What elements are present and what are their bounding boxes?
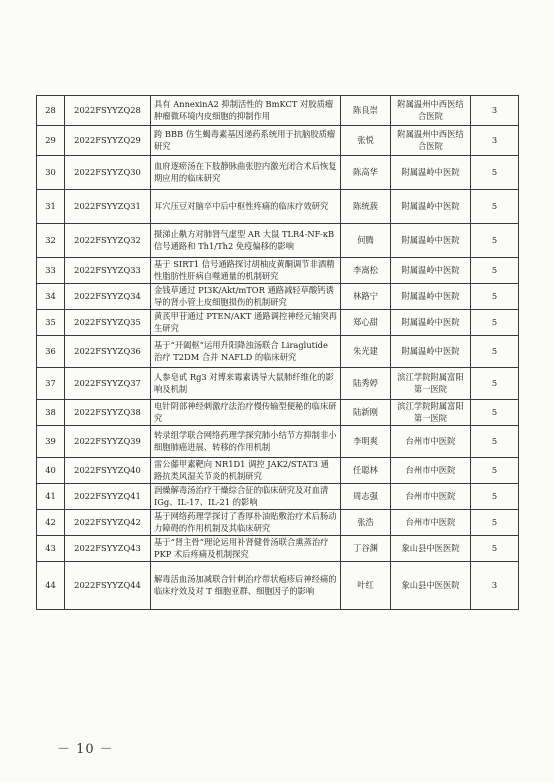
row-number: 32 (37, 224, 65, 258)
project-title: 金钱草通过 PI3K/Akt/mTOR 通路减轻草酸钙诱导的肾小管上皮细胞损伤的机制研究 (151, 284, 341, 310)
table-row (37, 126, 519, 156)
funding-amount: 5 (471, 284, 519, 310)
table-row (37, 484, 519, 510)
funding-amount: 5 (471, 224, 519, 258)
project-title: 基于“肾主骨”理论运用补肾健骨汤联合熏蒸治疗 PKP 术后疼痛及机制探究 (151, 536, 341, 562)
funding-amount: 5 (471, 510, 519, 536)
project-code: 2022FSYYZQ34 (65, 284, 151, 310)
project-title: 黄芪甲苷通过 PTEN/AKT 通路调控神经元轴突再生研究 (151, 310, 341, 336)
project-code: 2022FSYYZQ30 (65, 156, 151, 190)
table-row (37, 258, 519, 284)
project-code: 2022FSYYZQ32 (65, 224, 151, 258)
project-title: 解毒活血汤加减联合针刺治疗带状疱疹后神经痛的临床疗效及对 T 细胞亚群、细胞因子的影响 (151, 562, 341, 610)
project-code: 2022FSYYZQ38 (65, 400, 151, 426)
table-row (37, 510, 519, 536)
project-leader: 陈高华 (341, 156, 391, 190)
project-unit: 附属温岭中医院 (391, 190, 471, 224)
project-unit: 象山县中医医院 (391, 536, 471, 562)
project-table (36, 95, 519, 610)
funding-amount: 3 (471, 96, 519, 126)
project-code: 2022FSYYZQ36 (65, 336, 151, 368)
project-title: 雷公藤甲素靶向 NR1D1 调控 JAK2/STAT3 通路抗类风湿关节炎的机制研究 (151, 458, 341, 484)
table-row (37, 224, 519, 258)
table-row (37, 368, 519, 400)
project-unit: 象山县中医医院 (391, 562, 471, 610)
project-unit: 台州市中医院 (391, 510, 471, 536)
project-unit: 附属温岭中医院 (391, 224, 471, 258)
project-leader: 朱光建 (341, 336, 391, 368)
project-unit: 附属温岭中医院 (391, 336, 471, 368)
project-leader: 陆新刚 (341, 400, 391, 426)
project-leader: 陈良崇 (341, 96, 391, 126)
funding-amount: 3 (471, 126, 519, 156)
project-leader: 丁谷渊 (341, 536, 391, 562)
row-number: 38 (37, 400, 65, 426)
project-leader: 陆秀婷 (341, 368, 391, 400)
row-number: 29 (37, 126, 65, 156)
project-leader: 叶红 (341, 562, 391, 610)
project-code: 2022FSYYZQ28 (65, 96, 151, 126)
table-row (37, 562, 519, 610)
row-number: 30 (37, 156, 65, 190)
project-unit: 附属温岭中医院 (391, 258, 471, 284)
project-leader: 李明爽 (341, 426, 391, 458)
project-title: 耳穴压豆对脑卒中后中枢性疼痛的临床疗效研究 (151, 190, 341, 224)
row-number: 42 (37, 510, 65, 536)
funding-amount: 5 (471, 310, 519, 336)
table-row (37, 96, 519, 126)
project-code: 2022FSYYZQ31 (65, 190, 151, 224)
project-code: 2022FSYYZQ43 (65, 536, 151, 562)
project-unit: 台州市中医院 (391, 458, 471, 484)
project-unit: 台州市中医院 (391, 426, 471, 458)
project-leader: 李嵩松 (341, 258, 391, 284)
table-row (37, 426, 519, 458)
funding-amount: 5 (471, 536, 519, 562)
page-number: － 10 － (57, 742, 114, 757)
project-unit: 附属温岭中医院 (391, 156, 471, 190)
funding-amount: 5 (471, 426, 519, 458)
row-number: 39 (37, 426, 65, 458)
row-number: 44 (37, 562, 65, 610)
project-title: 人参皂甙 Rg3 对博来霉素诱导大鼠肺纤维化的影响及机制 (151, 368, 341, 400)
row-number: 36 (37, 336, 65, 368)
project-unit: 滨江学院附属富阳第一医院 (391, 400, 471, 426)
table-row (37, 458, 519, 484)
table-row (37, 336, 519, 368)
project-unit: 滨江学院附属富阳第一医院 (391, 368, 471, 400)
row-number: 28 (37, 96, 65, 126)
project-unit: 附属温岭中医院 (391, 284, 471, 310)
project-code: 2022FSYYZQ40 (65, 458, 151, 484)
project-code: 2022FSYYZQ33 (65, 258, 151, 284)
table-row (37, 284, 519, 310)
project-leader: 任聪林 (341, 458, 391, 484)
project-title: 摄涕止鼽方对肺肾气虚型 AR 大鼠 TLR4-NF-κB 信号通路和 Th1/Th2 免疫偏移的影响 (151, 224, 341, 258)
project-title: 基于 SIRT1 信号通路探讨胡柚皮黄酮调节非酒精性脂肪性肝病自噬通量的机制研究 (151, 258, 341, 284)
project-leader: 周志强 (341, 484, 391, 510)
project-leader: 林路宁 (341, 284, 391, 310)
project-leader: 张浩 (341, 510, 391, 536)
project-title: 跨 BBB 仿生蝎毒素基因递药系统用于抗脑胶质瘤研究 (151, 126, 341, 156)
funding-amount: 5 (471, 258, 519, 284)
funding-amount: 5 (471, 190, 519, 224)
project-title: 血府逐瘀汤在下肢静脉曲张腔内激光闭合术后恢复期应用的临床研究 (151, 156, 341, 190)
project-code: 2022FSYYZQ37 (65, 368, 151, 400)
row-number: 31 (37, 190, 65, 224)
funding-amount: 5 (471, 484, 519, 510)
project-title: 润燥解毒汤治疗干燥综合征的临床研究及对血清 IGg、IL-17、IL-21 的影响 (151, 484, 341, 510)
table-row (37, 190, 519, 224)
project-unit: 附属温州中西医结合医院 (391, 126, 471, 156)
project-title: 电针阴部神经刺激疗法治疗慢传输型便秘的临床研究 (151, 400, 341, 426)
project-unit: 附属温州中西医结合医院 (391, 96, 471, 126)
project-code: 2022FSYYZQ41 (65, 484, 151, 510)
project-title: 具有 AnnexinA2 抑制活性的 BmKCT 对胶质瘤肿瘤微环境内皮细胞的抑制作用 (151, 96, 341, 126)
row-number: 37 (37, 368, 65, 400)
project-leader: 陈统蔟 (341, 190, 391, 224)
table-row (37, 400, 519, 426)
project-unit: 附属温岭中医院 (391, 310, 471, 336)
funding-amount: 5 (471, 400, 519, 426)
funding-amount: 5 (471, 458, 519, 484)
project-code: 2022FSYYZQ35 (65, 310, 151, 336)
project-leader: 郑心甜 (341, 310, 391, 336)
project-code: 2022FSYYZQ39 (65, 426, 151, 458)
row-number: 33 (37, 258, 65, 284)
project-leader: 张悦 (341, 126, 391, 156)
funding-amount: 5 (471, 156, 519, 190)
project-code: 2022FSYYZQ29 (65, 126, 151, 156)
project-title: 转录组学联合网络药理学探究肺小结节方抑制非小细胞肺癌进展、转移的作用机制 (151, 426, 341, 458)
funding-amount: 5 (471, 368, 519, 400)
project-title: 基于网络药理学探讨了香厚朴油贴敷治疗术后肠动力障碍的作用机制及其临床研究 (151, 510, 341, 536)
table-row (37, 310, 519, 336)
row-number: 43 (37, 536, 65, 562)
row-number: 35 (37, 310, 65, 336)
row-number: 41 (37, 484, 65, 510)
table-row (37, 156, 519, 190)
project-title: 基于“开阖枢”运用升阳降浊汤联合 Liraglutide 治疗 T2DM 合并 NAFLD 的临床研究 (151, 336, 341, 368)
table-row (37, 536, 519, 562)
project-unit: 台州市中医院 (391, 484, 471, 510)
project-code: 2022FSYYZQ44 (65, 562, 151, 610)
funding-amount: 5 (471, 336, 519, 368)
row-number: 34 (37, 284, 65, 310)
project-leader: 何腾 (341, 224, 391, 258)
row-number: 40 (37, 458, 65, 484)
table-body (37, 96, 519, 610)
project-code: 2022FSYYZQ42 (65, 510, 151, 536)
funding-amount: 3 (471, 562, 519, 610)
